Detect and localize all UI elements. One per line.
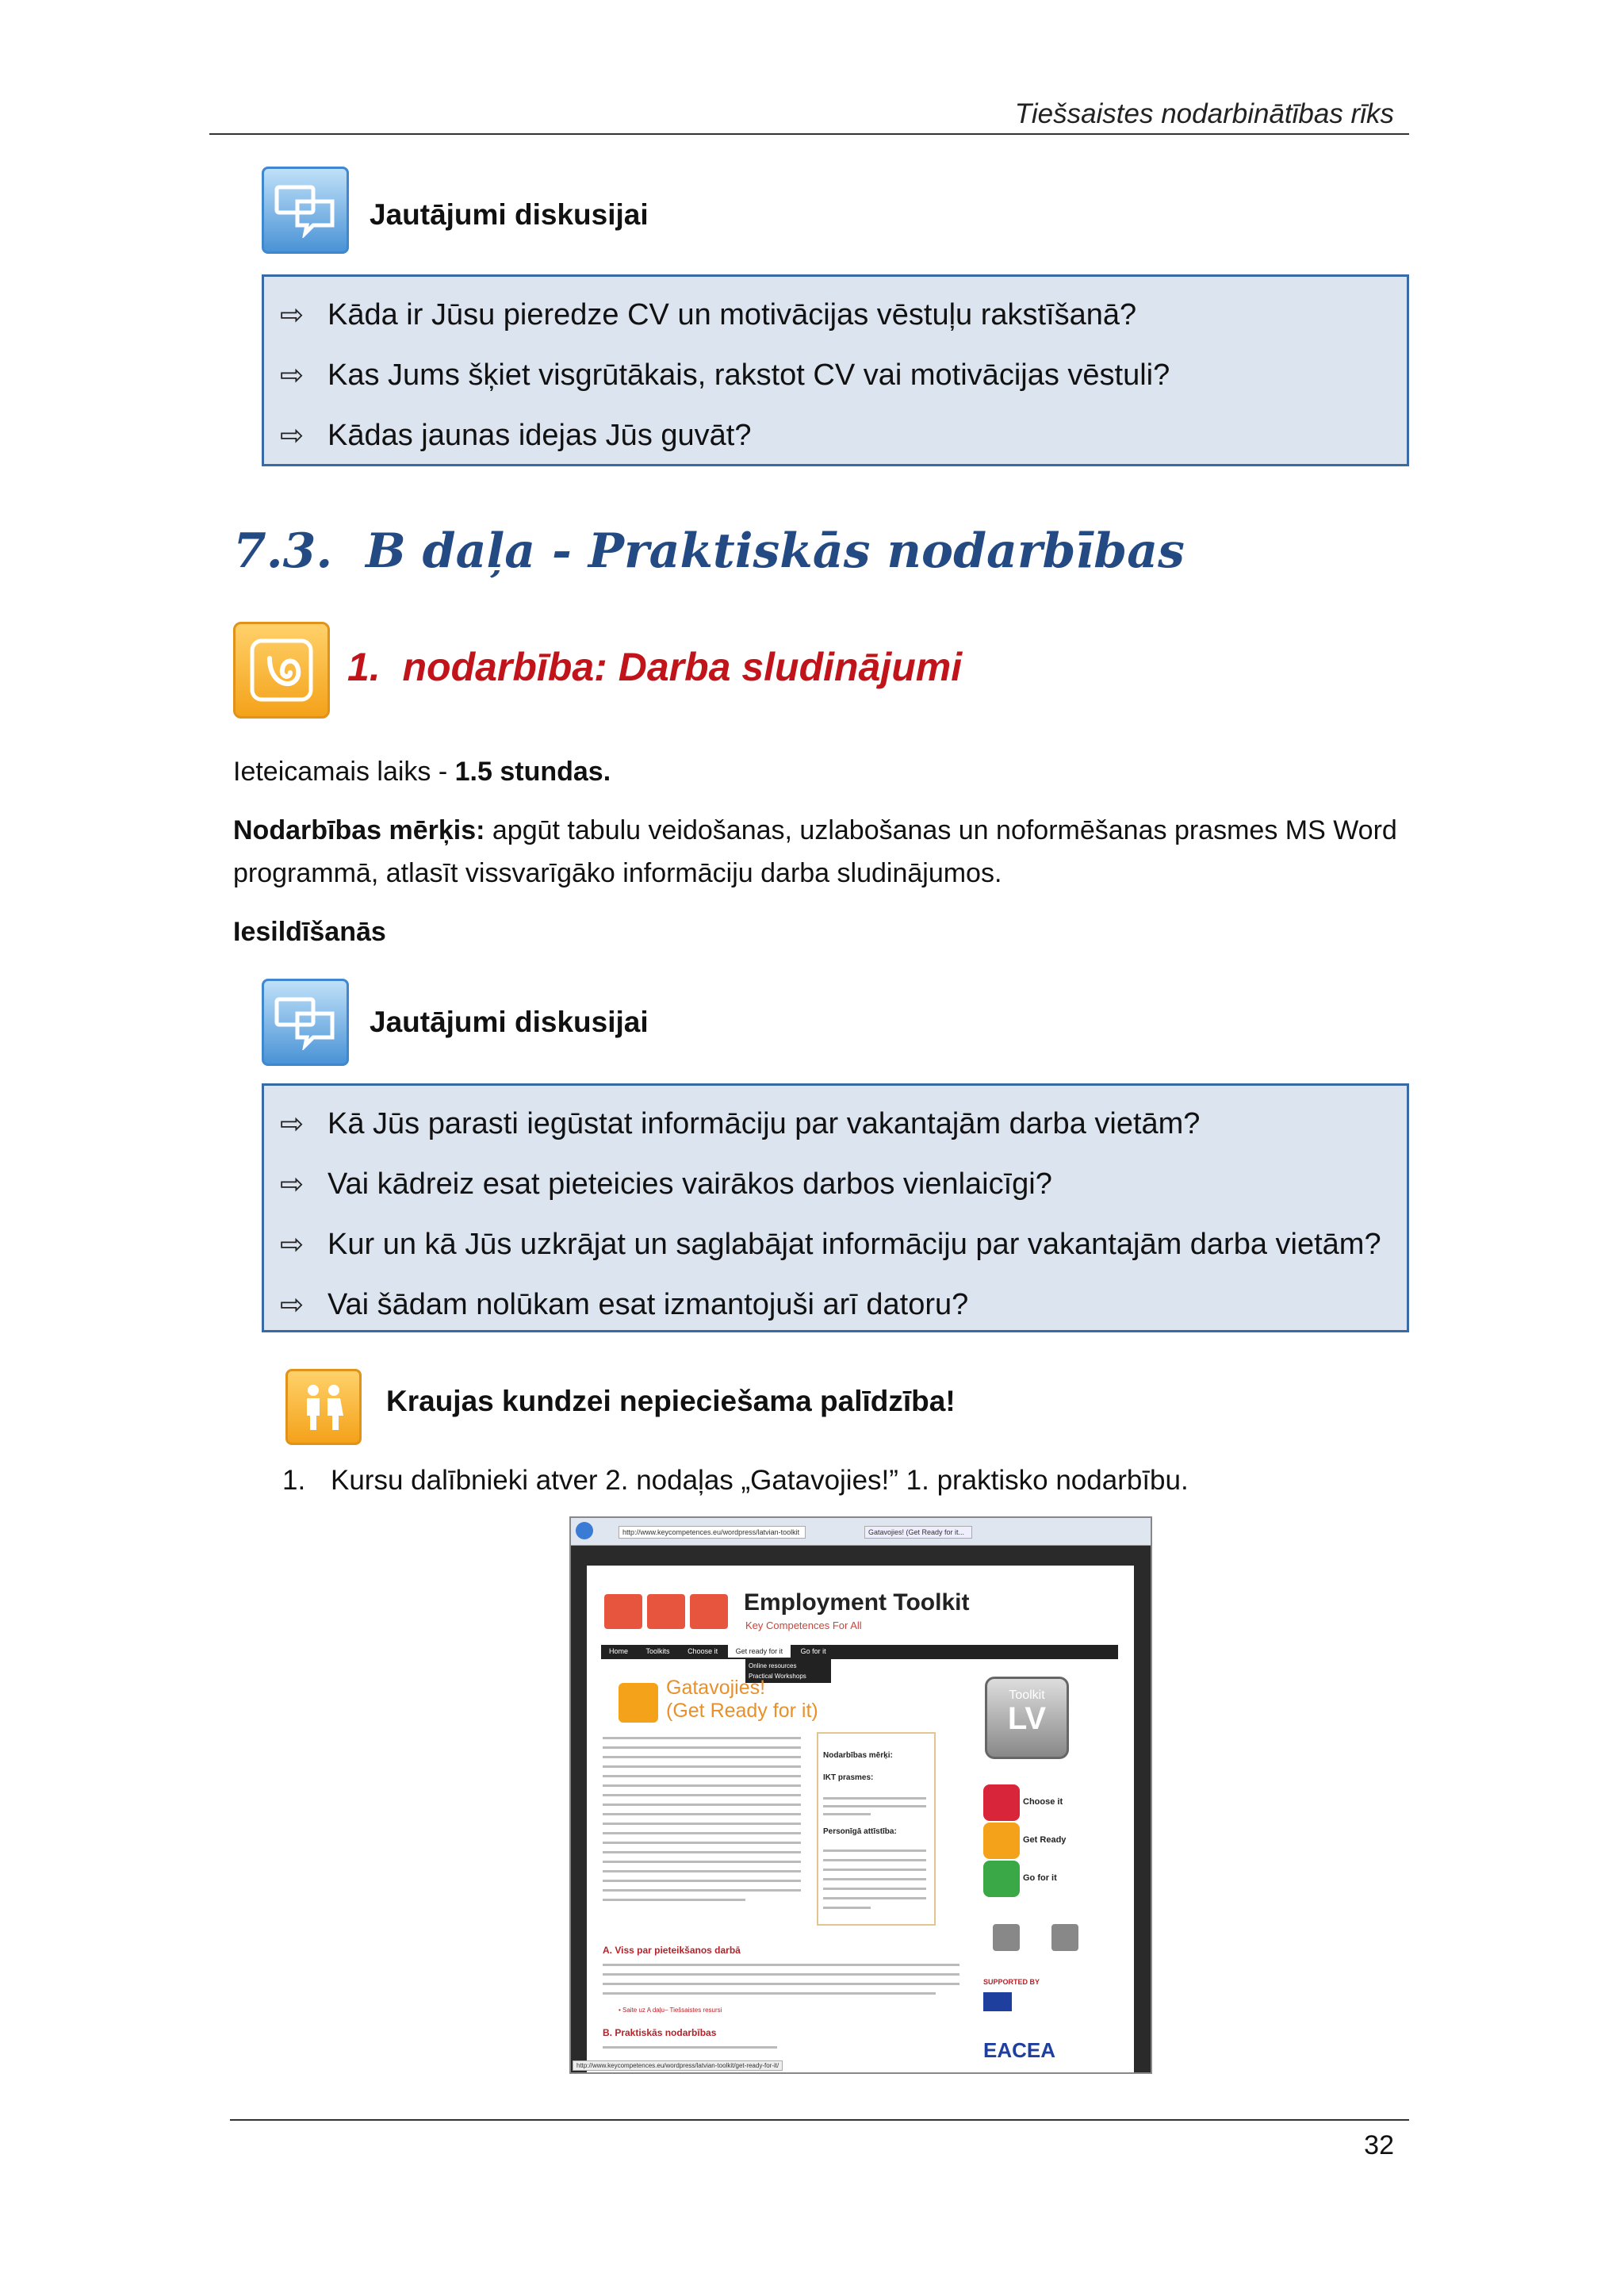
site-nav: [601, 1645, 1118, 1659]
list-item: ⇨ Kas Jums šķiet visgrūtākais, rakstot CV vai motivācijas vēstuli?: [280, 358, 1170, 392]
discussion-questions-box: [262, 274, 1409, 466]
section-a-link: • Saite uz A daļu– Tiešsaistes resursi: [619, 2007, 722, 2014]
browser-bar: [571, 1518, 1151, 1546]
info-box: Nodarbības mērķi: IKT prasmes: Personīgā attīstība:: [817, 1732, 936, 1926]
eacea-logo: EACEA: [983, 2038, 1056, 2062]
toolkit-title: Employment Toolkit: [744, 1589, 970, 1616]
back-icon: [576, 1522, 593, 1539]
eu-flag-icon: [983, 1992, 1012, 2011]
text-line: [603, 1765, 801, 1768]
arrow-right-icon: ⇨: [280, 419, 304, 451]
discussion-icon: [262, 167, 349, 254]
text-line: [603, 1823, 801, 1825]
text-line: [603, 1870, 801, 1872]
text-line: [603, 1737, 801, 1739]
text-line: [603, 1983, 959, 1985]
smile-icon: [604, 1594, 642, 1629]
arrow-right-icon: ⇨: [280, 358, 304, 391]
text-line: [603, 1813, 801, 1815]
discussion-questions-box: [262, 1083, 1409, 1332]
nav-dropdown: Online resources Practical Workshops: [745, 1659, 831, 1683]
toolkit-subtitle: Key Competences For All: [745, 1619, 862, 1631]
list-item: ⇨ Kāda ir Jūsu pieredze CV un motivācijas vēstuļu rakstīšanā?: [280, 297, 1137, 332]
nav-go-for-it: Go for it: [800, 1647, 826, 1655]
arrow-right-icon: ⇨: [280, 298, 304, 331]
toolkit-management-icon: [1051, 1924, 1078, 1951]
get-ready-icon: [983, 1823, 1020, 1859]
text-line: [603, 1746, 801, 1749]
supported-by-label: SUPPORTED BY: [983, 1978, 1040, 1986]
footer-rule: [230, 2119, 1409, 2121]
go-for-it-icon: [983, 1861, 1020, 1897]
project-management-icon: [993, 1924, 1020, 1951]
arrow-right-icon: ⇨: [280, 1107, 304, 1140]
arrow-right-icon: ⇨: [280, 1228, 304, 1260]
nav-toolkits: Toolkits: [645, 1647, 670, 1655]
text-line: [603, 1973, 959, 1976]
text-line: [603, 1756, 801, 1758]
text-line: [603, 1851, 801, 1853]
status-bar-url: http://www.keycompetences.eu/wordpress/latvian-toolkit/get-ready-for-it/: [573, 2060, 783, 2071]
activity-icon: [233, 622, 330, 719]
choose-it-icon: [983, 1784, 1020, 1821]
discussion-title: Jautājumi diskusijai: [370, 1006, 649, 1038]
warmup-heading: Iesildīšanās: [233, 917, 386, 947]
toolkit-lv-badge: Toolkit LV: [985, 1677, 1069, 1759]
web-page: Employment Toolkit Key Competences For All Home Toolkits Choose it Get ready for it Go for it Online resources Practical Workshops Gatavojies! (Get Ready for it) Toolkit LV Nodarbības mērķi: IKT prasmes: Personīgā attīstība: Choose it Get Ready Go for it A. Viss par pieteikšanos darbā • Saite uz A daļu– Tiešsaistes resursi B. Praktiskās nodarbības SUPPORTED BY EACEA: [587, 1566, 1134, 2073]
nav-choose-it: Choose it: [688, 1647, 718, 1655]
section-a-title: A. Viss par pieteikšanos darbā: [603, 1945, 741, 1956]
address-bar: http://www.keycompetences.eu/wordpress/latvian-toolkit: [619, 1526, 806, 1539]
tools-icon: [647, 1594, 685, 1629]
activity-title: 1. nodarbība: Darba sludinājumi: [347, 645, 963, 689]
text-line: [603, 2046, 777, 2049]
get-ready-icon: [619, 1683, 658, 1723]
chat-icon: [690, 1594, 728, 1629]
step-number: 1.: [282, 1465, 306, 1496]
text-line: [603, 1803, 801, 1806]
section-b-title: B. Praktiskās nodarbības: [603, 2027, 717, 2038]
text-line: [603, 1842, 801, 1844]
list-item: ⇨ Kādas jaunas idejas Jūs guvāt?: [280, 418, 752, 452]
help-title: Kraujas kundzei nepieciešama palīdzība!: [386, 1385, 956, 1417]
list-item: ⇨ Vai šādam nolūkam esat izmantojuši arī datoru?: [280, 1287, 969, 1321]
text-line: [603, 1899, 745, 1901]
text-line: [603, 1889, 801, 1892]
discussion-title: Jautājumi diskusijai: [370, 198, 649, 231]
section-heading: 7.3. B daļa - Praktiskās nodarbības: [233, 523, 1185, 579]
helping-people-icon: [285, 1369, 362, 1445]
nav-home: Home: [609, 1647, 629, 1655]
page-number: 32: [1364, 2130, 1394, 2160]
text-line: [603, 1832, 801, 1834]
recommended-time: Ieteicamais laiks - 1.5 stundas.: [233, 757, 611, 787]
step-text: Kursu dalībnieki atver 2. nodaļas „Gatavojies!” 1. praktisko nodarbību.: [331, 1465, 1189, 1496]
text-line: [603, 1784, 801, 1787]
activity-goals: Nodarbības mērķis: apgūt tabulu veidošanas, uzlabošanas un noformēšanas prasmes MS Word programmā, atlasīt vissvarīgāko informāciju darba sludinājumos.: [233, 815, 1397, 888]
list-item: ⇨ Kā Jūs parasti iegūstat informāciju par vakantajām darba vietām?: [280, 1106, 1201, 1140]
toolkit-screenshot: [569, 1516, 1152, 2074]
header-rule: [209, 133, 1409, 135]
text-line: [603, 1964, 959, 1966]
running-header: Tiešsaistes nodarbinātības rīks: [1014, 98, 1394, 129]
text-line: [603, 1880, 801, 1882]
list-item: ⇨ Vai kādreiz esat pieteicies vairākos darbos vienlaicīgi?: [280, 1167, 1052, 1201]
text-line: [603, 1992, 936, 1995]
arrow-right-icon: ⇨: [280, 1167, 304, 1200]
text-line: [603, 1861, 801, 1863]
browser-tab: Gatavojies! (Get Ready for it...: [864, 1526, 972, 1539]
text-line: [603, 1775, 801, 1777]
text-line: [603, 1794, 801, 1796]
arrow-right-icon: ⇨: [280, 1288, 304, 1320]
nav-get-ready: Get ready for it: [728, 1645, 791, 1658]
discussion-icon: [262, 979, 349, 1066]
list-item: ⇨ Kur un kā Jūs uzkrājat un saglabājat informāciju par vakantajām darba vietām?: [280, 1227, 1381, 1261]
page-heading: Gatavojies! (Get Ready for it): [666, 1677, 818, 1722]
